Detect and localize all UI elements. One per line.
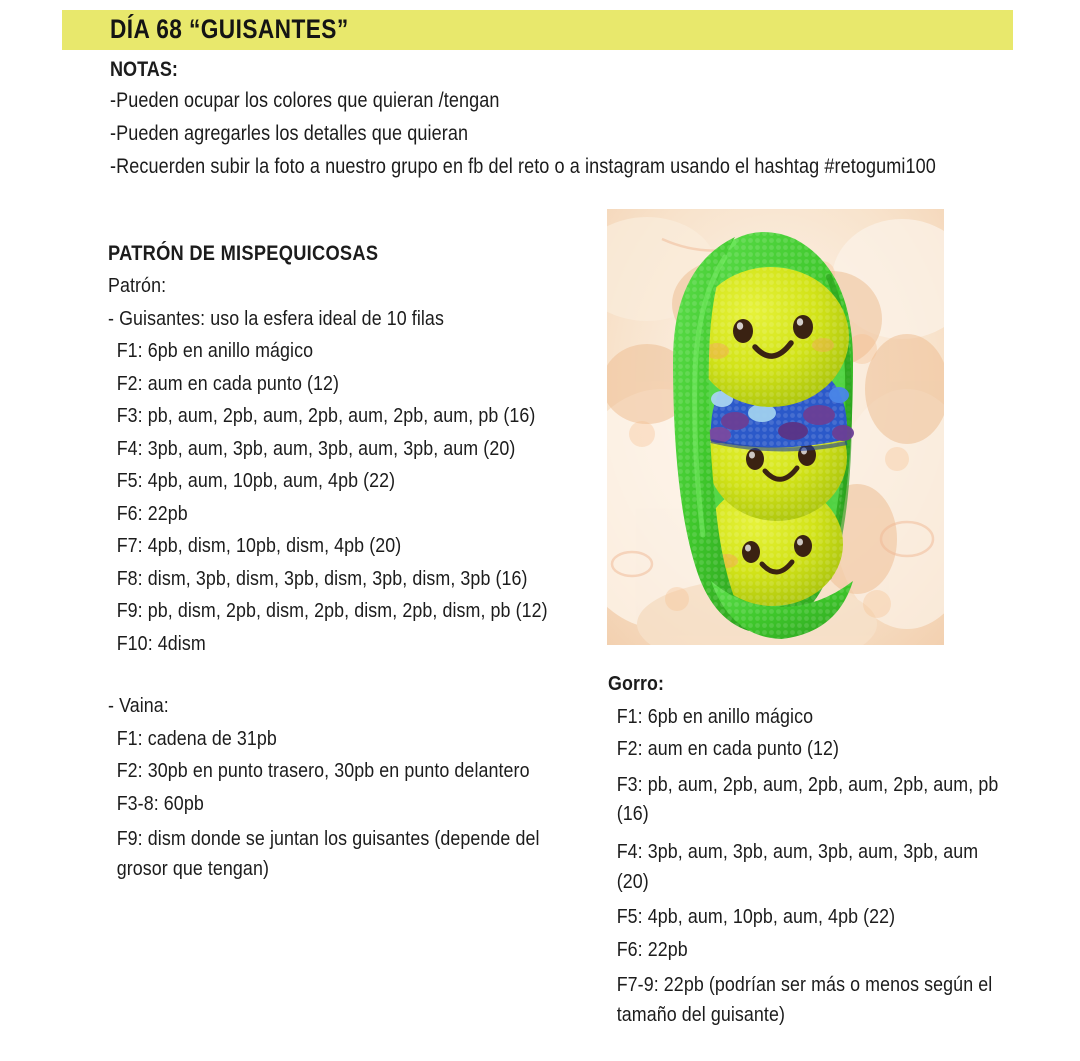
note-line: -Recuerden subir la foto a nuestro grupo en fb del reto o a instagram usando el hashtag #retogumi100 xyxy=(110,155,936,178)
pattern-subtitle: Patrón: xyxy=(108,274,167,297)
vaina-row: F3-8: 60pb xyxy=(116,791,204,815)
note-line: -Pueden agregarles los detalles que quieran xyxy=(110,122,469,145)
guisantes-row: F4: 3pb, aum, 3pb, aum, 3pb, aum, 3pb, aum (20) xyxy=(116,436,516,460)
gorro-heading: Gorro: xyxy=(608,672,665,695)
pattern-author-title: PATRÓN DE MISPEQUICOSAS xyxy=(108,242,379,265)
gorro-row: F4: 3pb, aum, 3pb, aum, 3pb, aum, 3pb, aum (20) xyxy=(616,840,979,894)
note-line: -Pueden ocupar los colores que quieran /tengan xyxy=(110,89,500,112)
guisantes-row: F1: 6pb en anillo mágico xyxy=(116,339,314,362)
guisantes-row: F6: 22pb xyxy=(116,501,188,525)
pea-top xyxy=(693,267,849,407)
guisantes-row: F2: aum en cada punto (12) xyxy=(116,371,340,395)
page-title: DÍA 68 “GUISANTES” xyxy=(110,14,349,44)
gorro-row: F3: pb, aum, 2pb, aum, 2pb, aum, 2pb, aum, pb (16) xyxy=(616,772,999,826)
gorro-row: F7-9: 22pb (podrían ser más o menos según el tamaño del guisante) xyxy=(616,973,993,1027)
guisantes-row: F8: dism, 3pb, dism, 3pb, dism, 3pb, dism, 3pb (16) xyxy=(116,566,528,590)
gorro-row: F5: 4pb, aum, 10pb, aum, 4pb (22) xyxy=(616,905,896,929)
peas-in-pod-illustration xyxy=(607,209,944,645)
vaina-row: F2: 30pb en punto trasero, 30pb en punto delantero xyxy=(116,759,530,782)
vaina-row: F1: cadena de 31pb xyxy=(116,726,277,750)
guisantes-row: F7: 4pb, dism, 10pb, dism, 4pb (20) xyxy=(116,534,402,557)
notes-label: NOTAS: xyxy=(110,58,178,81)
pattern-photo xyxy=(607,209,944,645)
right-column xyxy=(608,672,1008,1038)
guisantes-heading: - Guisantes: uso la esfera ideal de 10 filas xyxy=(108,306,444,330)
vaina-heading: - Vaina: xyxy=(108,694,169,717)
notes-section xyxy=(110,58,1010,188)
guisantes-row: F9: pb, dism, 2pb, dism, 2pb, dism, 2pb, dism, pb (12) xyxy=(116,599,548,622)
gorro-row: F2: aum en cada punto (12) xyxy=(616,737,840,760)
guisantes-row: F3: pb, aum, 2pb, aum, 2pb, aum, 2pb, aum, pb (16) xyxy=(116,404,536,427)
gorro-row: F6: 22pb xyxy=(616,937,688,961)
guisantes-row: F10: 4dism xyxy=(116,631,206,655)
left-column xyxy=(108,242,578,892)
section-spacer xyxy=(108,664,578,694)
gorro-row: F1: 6pb en anillo mágico xyxy=(616,704,814,728)
guisantes-row: F5: 4pb, aum, 10pb, aum, 4pb (22) xyxy=(116,469,396,492)
vaina-row: F9: dism donde se juntan los guisantes (depende del grosor que tengan) xyxy=(116,827,540,880)
